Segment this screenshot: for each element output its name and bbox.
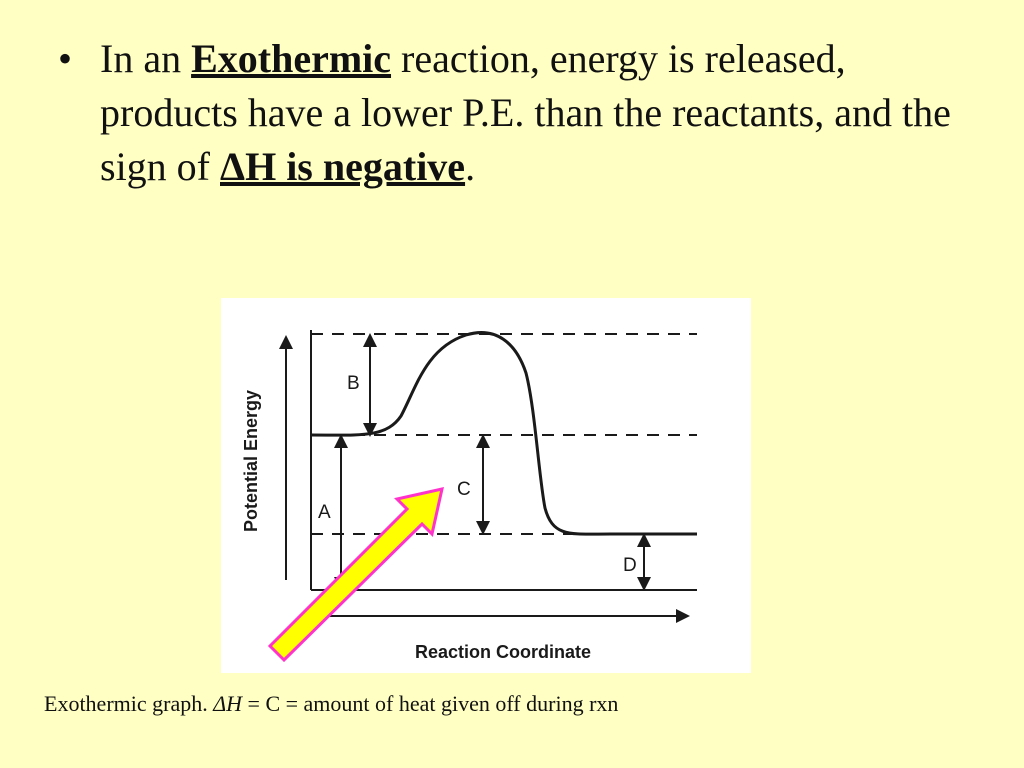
energy-diagram-svg: [221, 298, 751, 673]
label-c: C: [457, 479, 471, 500]
label-d: D: [623, 555, 637, 576]
term-exothermic: Exothermic: [191, 36, 392, 81]
bullet-text-part3: .: [465, 144, 476, 189]
label-a: A: [318, 502, 331, 523]
bullet-item: [58, 32, 978, 194]
y-axis-label: Potential Energy: [241, 389, 261, 533]
energy-diagram: [221, 298, 751, 673]
caption-part2: = C = amount of heat given off during rxn: [242, 691, 619, 716]
bullet-text-part1: In an: [100, 36, 192, 81]
caption-part1: Exothermic graph.: [44, 691, 214, 716]
bullet-text-part2: reaction, energy is released, products have a lower P.E. than the reactants, and the sign of: [100, 36, 951, 189]
highlight-arrow: [270, 489, 442, 660]
delta-h-negative: ΔH is negative: [220, 144, 466, 189]
energy-curve: [311, 333, 697, 535]
x-axis-label: Reaction Coordinate: [414, 642, 592, 662]
figure-caption: [44, 690, 618, 718]
label-b: B: [347, 373, 360, 394]
bullet-marker: •: [58, 36, 73, 81]
bullet-text: [100, 32, 978, 194]
caption-delta-h: ΔH: [213, 691, 243, 716]
